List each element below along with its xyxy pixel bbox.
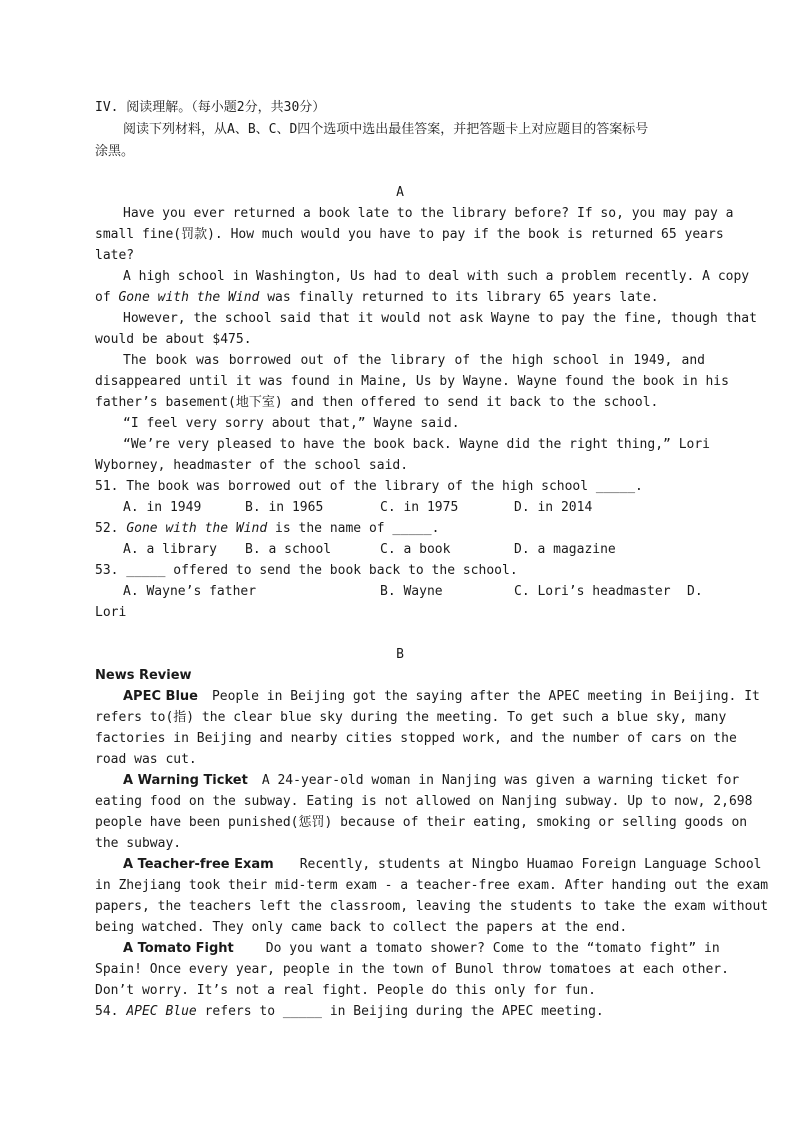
news-review-heading: News Review <box>95 668 192 683</box>
passage-b-text: refers to(指) the clear blue sky during the meeting. To get such a blue sky, many <box>95 710 727 725</box>
news-item-warning-ticket <box>123 771 740 791</box>
news-item-title: A Warning Ticket <box>123 773 248 788</box>
option-52-a[interactable]: A. a library <box>123 542 217 557</box>
passage-a-text: Have you ever returned a book late to the library before? If so, you may pay a <box>123 206 734 221</box>
question-number: 52. <box>95 521 127 536</box>
question-54 <box>95 1002 705 1022</box>
text-segment: was finally returned to its library 65 years late. <box>259 290 659 305</box>
passage-a-text: “I feel very sorry about that,” Wayne said. <box>123 416 460 431</box>
book-title: Gone with the Wind <box>126 521 268 536</box>
news-item-text: People in Beijing got the saying after the APEC meeting in Beijing. It <box>211 689 760 704</box>
text-segment: of <box>95 290 119 305</box>
question-51: 51. The book was borrowed out of the library of the high school _____. <box>95 479 643 494</box>
passage-a-text: disappeared until it was found in Maine, Us by Wayne. Wayne found the book in his <box>95 374 729 389</box>
news-item-title: A Tomato Fight <box>123 941 234 956</box>
section-title: IV. 阅读理解。（每小题2分，共30分） <box>95 100 326 115</box>
news-item-text: Do you want a tomato shower? Come to the “tomato fight” in <box>265 941 720 956</box>
text-segment: refers to _____ in Beijing during the APEC meeting. <box>196 1004 604 1019</box>
news-item-title: APEC Blue <box>123 689 198 704</box>
passage-b-text: being watched. They only came back to collect the papers at the end. <box>95 920 628 935</box>
option-53-c[interactable]: C. Lori’s headmaster <box>514 584 671 599</box>
option-51-b[interactable]: B. in 1965 <box>245 500 324 515</box>
question-52 <box>95 519 705 539</box>
passage-a-text <box>95 288 705 308</box>
option-52-c[interactable]: C. a book <box>380 542 451 557</box>
passage-b-text: papers, the teachers left the classroom, leaving the students to take the exam without <box>95 899 769 914</box>
option-53-d[interactable]: D. <box>687 584 703 599</box>
news-item-apec-blue <box>123 687 760 707</box>
passage-b-text: Spain! Once every year, people in the town of Bunol throw tomatoes at each other. <box>95 962 729 977</box>
instruction-line-2: 涂黑。 <box>95 144 135 159</box>
question-number: 54. <box>95 1004 127 1019</box>
option-52-b[interactable]: B. a school <box>245 542 332 557</box>
instruction-line-1: 阅读下列材料，从A、B、C、D四个选项中选出最佳答案，并把答题卡上对应题目的答案标号 <box>123 122 649 137</box>
book-title: Gone with the Wind <box>118 290 260 305</box>
text-segment: is the name of _____. <box>267 521 440 536</box>
passage-a-text: “We’re very pleased to have the book back. Wayne did the right thing,” Lori <box>123 437 710 452</box>
news-item-text: A 24-year-old woman in Nanjing was given a warning ticket for <box>261 773 740 788</box>
passage-a-text: late? <box>95 248 135 263</box>
option-53-d-wrap[interactable]: Lori <box>95 605 127 620</box>
passage-b-text: eating food on the subway. Eating is not allowed on Nanjing subway. Up to now, 2,698 <box>95 794 753 809</box>
news-item-tomato-fight <box>123 939 720 959</box>
news-item-title: A Teacher-free Exam <box>123 857 274 872</box>
option-53-b[interactable]: B. Wayne <box>380 584 443 599</box>
passage-b-text: Don’t worry. It’s not a real fight. People do this only for fun. <box>95 983 596 998</box>
passage-a-text: A high school in Washington, Us had to deal with such a problem recently. A copy <box>123 269 750 284</box>
passage-b-text: people have been punished(惩罚) because of their eating, smoking or selling goods on <box>95 815 748 830</box>
passage-a-text: Wyborney, headmaster of the school said. <box>95 458 409 473</box>
passage-b-label: B <box>396 647 404 662</box>
term-title: APEC Blue <box>126 1004 197 1019</box>
passage-b-text: road was cut. <box>95 752 197 767</box>
passage-b-text: in Zhejiang took their mid-term exam - a teacher-free exam. After handing out the exam <box>95 878 769 893</box>
option-52-d[interactable]: D. a magazine <box>514 542 616 557</box>
news-item-text: Recently, students at Ningbo Huamao Foreign Language School <box>299 857 762 872</box>
passage-a-text: father’s basement(地下室) and then offered to send it back to the school. <box>95 395 659 410</box>
question-53: 53. _____ offered to send the book back to the school. <box>95 563 518 578</box>
option-51-a[interactable]: A. in 1949 <box>123 500 202 515</box>
passage-a-label: A <box>396 185 404 200</box>
passage-a-text: small fine(罚款). How much would you have to pay if the book is returned 65 years <box>95 227 724 242</box>
passage-b-text: the subway. <box>95 836 182 851</box>
option-51-c[interactable]: C. in 1975 <box>380 500 459 515</box>
option-51-d[interactable]: D. in 2014 <box>514 500 593 515</box>
news-item-teacher-free-exam <box>123 855 762 875</box>
passage-a-text: The book was borrowed out of the library of the high school in 1949, and <box>123 353 705 368</box>
passage-b-text: factories in Beijing and nearby cities stopped work, and the number of cars on the <box>95 731 737 746</box>
passage-a-text: would be about $475. <box>95 332 252 347</box>
option-53-a[interactable]: A. Wayne’s father <box>123 584 257 599</box>
passage-a-text: However, the school said that it would not ask Wayne to pay the fine, though that <box>123 311 757 326</box>
